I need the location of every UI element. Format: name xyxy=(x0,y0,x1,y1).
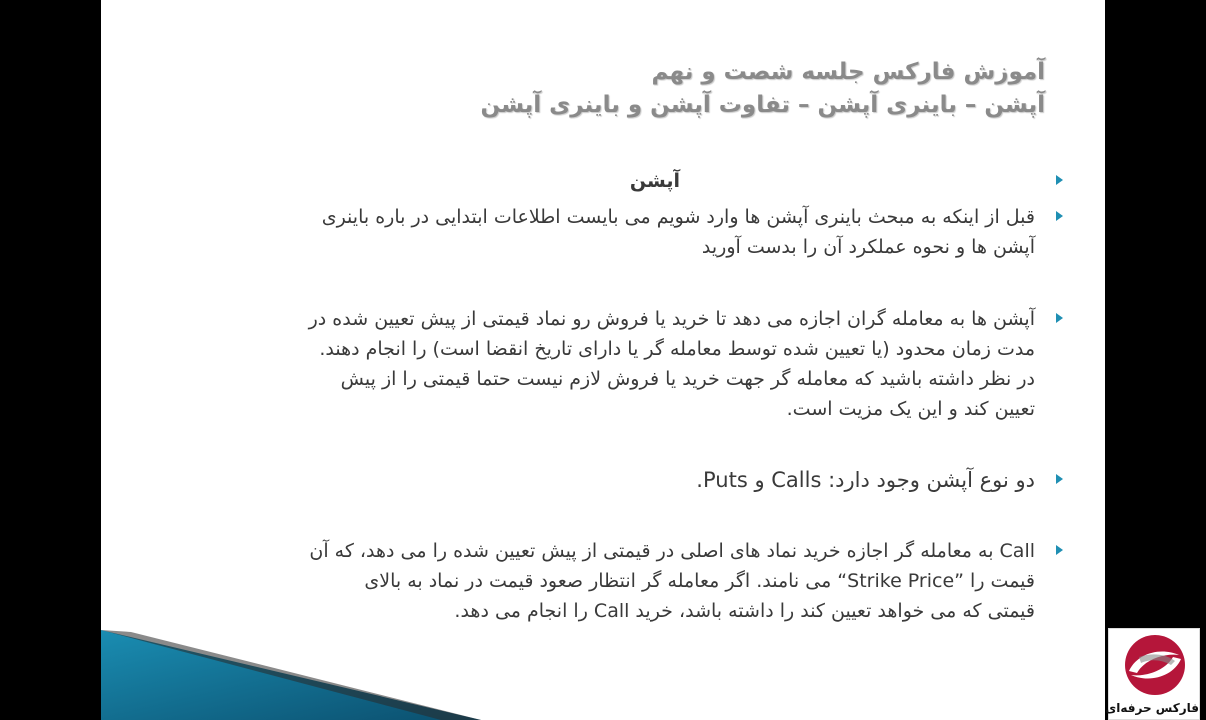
slide xyxy=(101,0,1105,720)
slide-title xyxy=(345,56,1045,122)
bullet-arrow-icon xyxy=(1056,211,1063,221)
bullet-types xyxy=(696,465,1035,495)
bullet-intro xyxy=(200,202,1035,262)
bullet-arrow-icon xyxy=(1056,474,1063,484)
bullet-call xyxy=(175,536,1035,626)
bullet-arrow-icon xyxy=(1056,313,1063,323)
bullet-text: قبل از اینکه به مبحث باینری آپشن ها وارد شویم می بایست اطلاعات ابتدایی در باره باینری آپشن ها و نحوه عملکرد آن را بدست آورید xyxy=(321,206,1035,258)
bullet-definition xyxy=(200,304,1035,424)
bullet-text: دو نوع آپشن وجود دارد: Calls و Puts. xyxy=(696,468,1035,492)
bullet-arrow-icon xyxy=(1056,175,1063,185)
bullet-text: Call به معامله گر اجازه خرید نماد های اصلی در قیمتی از پیش تعیین شده را می دهد، که آن قیمت را ”Strike Price“ می نامند. اگر معامله گر انتظار صعود قیمت در نماد به بالای قیمتی که می خواهد تعیین کند را داشته باشد، خرید Call را انجام می دهد. xyxy=(309,540,1035,622)
brand-logo xyxy=(1105,628,1200,720)
decorative-wedge xyxy=(101,630,481,720)
bullet-text: آپشن ها به معامله گران اجازه می دهد تا خرید یا فروش رو نماد قیمتی از پیش تعیین شده در مدت زمان محدود (یا تعیین شده توسط معامله گر یا دارای تاریخ انقضا است) را انجام دهند. در نظر داشته باشید که معامله گر جهت خرید یا فروش لازم نیست حتما قیمتی را از پیش تعیین کند و این یک مزیت است. xyxy=(308,308,1035,420)
bullet-options-heading xyxy=(630,166,1035,196)
bullet-text: آپشن xyxy=(629,170,680,192)
title-line-1: آموزش فارکس جلسه شصت و نهم xyxy=(651,59,1045,85)
logo-text: فارکس حرفه‌ای xyxy=(1105,701,1199,715)
title-line-2: آپشن – باینری آپشن – تفاوت آپشن و باینری آپشن xyxy=(480,92,1045,118)
bullet-arrow-icon xyxy=(1056,545,1063,555)
forex-logo-icon xyxy=(1109,631,1199,701)
